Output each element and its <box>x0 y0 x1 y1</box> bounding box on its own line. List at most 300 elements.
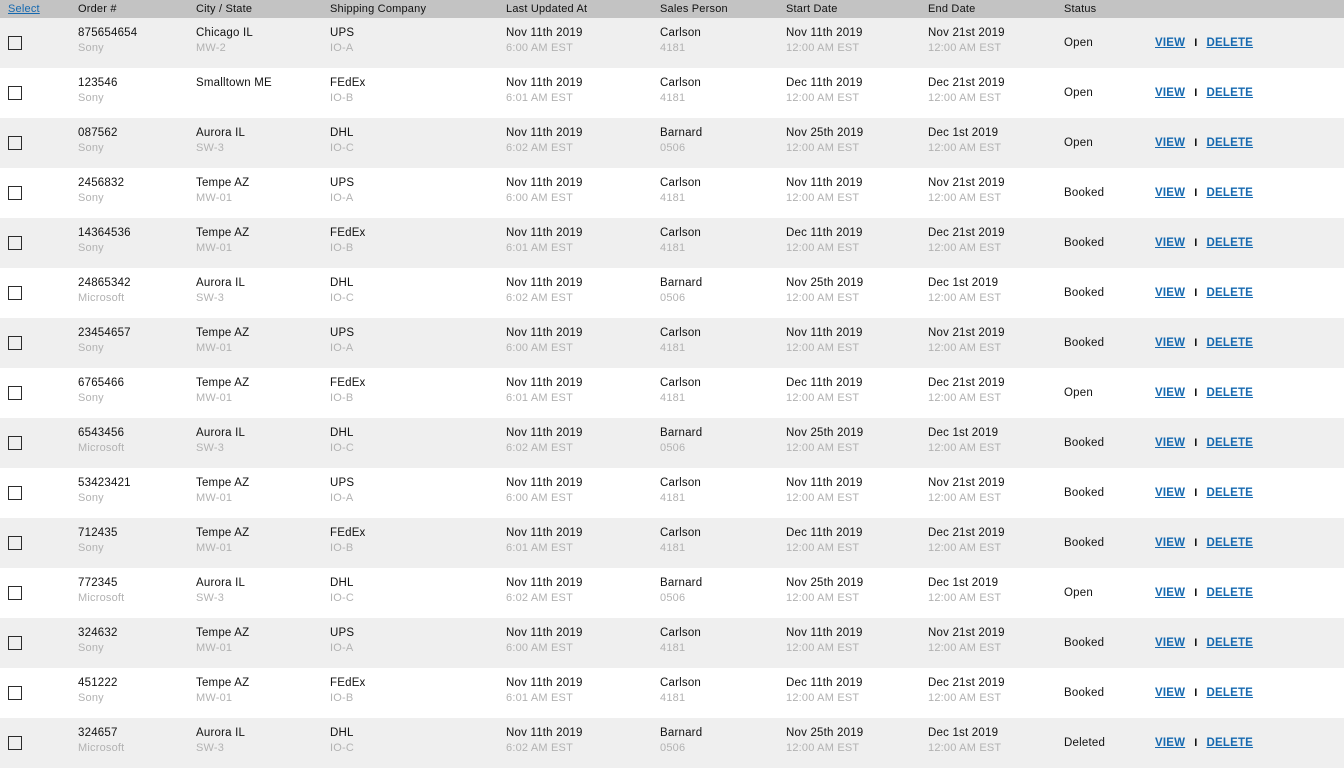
sales-person-id: 4181 <box>660 42 686 54</box>
updated-date: Nov 11th 2019 <box>506 677 583 689</box>
order-number: 53423421 <box>78 477 131 489</box>
city-state: Tempe AZ <box>196 227 250 239</box>
start-date: Dec 11th 2019 <box>786 377 863 389</box>
end-time: 12:00 AM EST <box>928 642 1002 654</box>
status-value: Booked <box>1064 337 1105 349</box>
order-number: 875654654 <box>78 27 138 39</box>
start-date: Nov 11th 2019 <box>786 627 863 639</box>
order-company: Sony <box>78 392 104 404</box>
start-date: Nov 11th 2019 <box>786 177 863 189</box>
start-time: 12:00 AM EST <box>786 242 860 254</box>
shipping-code: IO-C <box>330 442 355 454</box>
select-all-link[interactable]: Select <box>8 3 40 15</box>
shipping-code: IO-B <box>330 542 354 554</box>
sales-person-id: 0506 <box>660 292 686 304</box>
row-checkbox[interactable] <box>8 136 22 150</box>
shipping-company: UPS <box>330 477 355 489</box>
column-header-last-updated-at: Last Updated At <box>506 3 588 15</box>
order-company: Sony <box>78 142 104 154</box>
start-time: 12:00 AM EST <box>786 392 860 404</box>
delete-link[interactable]: DELETE <box>1206 237 1254 249</box>
view-link[interactable]: VIEW <box>1155 737 1186 749</box>
sales-person: Barnard <box>660 127 703 139</box>
shipping-code: IO-C <box>330 742 355 754</box>
shipping-code: IO-B <box>330 242 354 254</box>
action-separator: I <box>1194 187 1198 199</box>
updated-time: 6:02 AM EST <box>506 592 574 604</box>
updated-time: 6:02 AM EST <box>506 742 574 754</box>
view-link[interactable]: VIEW <box>1155 537 1186 549</box>
shipping-company: FEdEx <box>330 527 366 539</box>
action-separator: I <box>1194 387 1198 399</box>
sales-person-id: 4181 <box>660 642 686 654</box>
start-date: Dec 11th 2019 <box>786 77 863 89</box>
updated-date: Nov 11th 2019 <box>506 477 583 489</box>
table-row <box>0 518 1344 568</box>
status-value: Open <box>1064 587 1093 599</box>
status-value: Booked <box>1064 487 1105 499</box>
start-time: 12:00 AM EST <box>786 692 860 704</box>
shipping-company: UPS <box>330 327 355 339</box>
order-company: Sony <box>78 692 104 704</box>
shipping-company: FEdEx <box>330 227 366 239</box>
action-separator: I <box>1194 237 1198 249</box>
start-date: Nov 11th 2019 <box>786 327 863 339</box>
action-separator: I <box>1194 437 1198 449</box>
city-code: MW-01 <box>196 542 233 554</box>
action-separator: I <box>1194 737 1198 749</box>
order-company: Microsoft <box>78 442 125 454</box>
order-number: 451222 <box>78 677 118 689</box>
city-code: SW-3 <box>196 592 225 604</box>
sales-person: Carlson <box>660 227 702 239</box>
status-value: Booked <box>1064 187 1105 199</box>
view-link[interactable]: VIEW <box>1155 687 1186 699</box>
updated-date: Nov 11th 2019 <box>506 727 583 739</box>
shipping-code: IO-C <box>330 142 355 154</box>
end-date: Dec 21st 2019 <box>928 677 1005 689</box>
end-time: 12:00 AM EST <box>928 692 1002 704</box>
updated-date: Nov 11th 2019 <box>506 77 583 89</box>
table-row <box>0 618 1344 668</box>
shipping-code: IO-A <box>330 342 354 354</box>
end-time: 12:00 AM EST <box>928 342 1002 354</box>
order-company: Sony <box>78 492 104 504</box>
row-checkbox[interactable] <box>8 386 22 400</box>
view-link[interactable]: VIEW <box>1155 337 1186 349</box>
delete-link[interactable]: DELETE <box>1206 437 1254 449</box>
shipping-code: IO-A <box>330 642 354 654</box>
updated-time: 6:00 AM EST <box>506 642 574 654</box>
start-time: 12:00 AM EST <box>786 442 860 454</box>
city-code: MW-01 <box>196 492 233 504</box>
end-time: 12:00 AM EST <box>928 492 1002 504</box>
delete-link[interactable]: DELETE <box>1206 387 1254 399</box>
row-checkbox[interactable] <box>8 536 22 550</box>
sales-person-id: 4181 <box>660 192 686 204</box>
end-time: 12:00 AM EST <box>928 392 1002 404</box>
updated-date: Nov 11th 2019 <box>506 627 583 639</box>
start-time: 12:00 AM EST <box>786 342 860 354</box>
start-date: Nov 25th 2019 <box>786 727 864 739</box>
end-date: Dec 1st 2019 <box>928 577 999 589</box>
end-time: 12:00 AM EST <box>928 92 1002 104</box>
table-row <box>0 568 1344 618</box>
order-company: Sony <box>78 642 104 654</box>
row-checkbox[interactable] <box>8 336 22 350</box>
start-date: Nov 25th 2019 <box>786 427 864 439</box>
updated-date: Nov 11th 2019 <box>506 127 583 139</box>
view-link[interactable]: VIEW <box>1155 87 1186 99</box>
action-separator: I <box>1194 487 1198 499</box>
order-number: 6765466 <box>78 377 125 389</box>
row-checkbox[interactable] <box>8 86 22 100</box>
updated-time: 6:00 AM EST <box>506 192 574 204</box>
updated-date: Nov 11th 2019 <box>506 377 583 389</box>
start-date: Nov 25th 2019 <box>786 577 864 589</box>
view-link[interactable]: VIEW <box>1155 587 1186 599</box>
table-row <box>0 418 1344 468</box>
delete-link[interactable]: DELETE <box>1206 287 1254 299</box>
sales-person-id: 4181 <box>660 392 686 404</box>
end-time: 12:00 AM EST <box>928 292 1002 304</box>
shipping-company: DHL <box>330 127 354 139</box>
sales-person-id: 0506 <box>660 442 686 454</box>
sales-person-id: 4181 <box>660 492 686 504</box>
table-header <box>0 0 1344 18</box>
sales-person: Carlson <box>660 627 702 639</box>
updated-time: 6:00 AM EST <box>506 42 574 54</box>
updated-time: 6:01 AM EST <box>506 242 574 254</box>
column-header-status: Status <box>1064 3 1097 15</box>
city-state: Aurora IL <box>196 577 246 589</box>
shipping-code: IO-A <box>330 192 354 204</box>
table-body <box>0 18 1344 768</box>
sales-person: Carlson <box>660 177 702 189</box>
start-time: 12:00 AM EST <box>786 192 860 204</box>
city-code: MW-01 <box>196 692 233 704</box>
sales-person: Barnard <box>660 727 703 739</box>
start-date: Nov 25th 2019 <box>786 127 864 139</box>
table-row <box>0 168 1344 218</box>
city-state: Tempe AZ <box>196 677 250 689</box>
end-time: 12:00 AM EST <box>928 192 1002 204</box>
start-date: Nov 11th 2019 <box>786 477 863 489</box>
table-row <box>0 18 1344 68</box>
order-company: Microsoft <box>78 592 125 604</box>
order-company: Microsoft <box>78 742 125 754</box>
city-state: Tempe AZ <box>196 177 250 189</box>
order-company: Sony <box>78 542 104 554</box>
view-link[interactable]: VIEW <box>1155 187 1186 199</box>
view-link[interactable]: VIEW <box>1155 387 1186 399</box>
city-state: Tempe AZ <box>196 477 250 489</box>
action-separator: I <box>1194 37 1198 49</box>
sales-person: Carlson <box>660 527 702 539</box>
order-number: 324632 <box>78 627 118 639</box>
updated-date: Nov 11th 2019 <box>506 577 583 589</box>
shipping-company: DHL <box>330 277 354 289</box>
order-number: 24865342 <box>78 277 131 289</box>
sales-person: Carlson <box>660 327 702 339</box>
row-checkbox[interactable] <box>8 436 22 450</box>
table-row <box>0 368 1344 418</box>
delete-link[interactable]: DELETE <box>1206 87 1254 99</box>
sales-person-id: 4181 <box>660 242 686 254</box>
sales-person: Carlson <box>660 27 702 39</box>
updated-time: 6:02 AM EST <box>506 292 574 304</box>
city-state: Aurora IL <box>196 277 246 289</box>
updated-time: 6:01 AM EST <box>506 92 574 104</box>
shipping-code: IO-B <box>330 692 354 704</box>
order-company: Sony <box>78 342 104 354</box>
order-company: Sony <box>78 92 104 104</box>
start-date: Dec 11th 2019 <box>786 527 863 539</box>
start-time: 12:00 AM EST <box>786 142 860 154</box>
shipping-company: FEdEx <box>330 77 366 89</box>
sales-person-id: 0506 <box>660 742 686 754</box>
end-time: 12:00 AM EST <box>928 542 1002 554</box>
updated-date: Nov 11th 2019 <box>506 27 583 39</box>
action-separator: I <box>1194 137 1198 149</box>
updated-time: 6:00 AM EST <box>506 342 574 354</box>
city-code: SW-3 <box>196 142 225 154</box>
delete-link[interactable]: DELETE <box>1206 587 1254 599</box>
table-row <box>0 718 1344 768</box>
start-time: 12:00 AM EST <box>786 542 860 554</box>
status-value: Open <box>1064 87 1093 99</box>
action-separator: I <box>1194 287 1198 299</box>
updated-time: 6:01 AM EST <box>506 692 574 704</box>
end-date: Dec 21st 2019 <box>928 377 1005 389</box>
status-value: Booked <box>1064 537 1105 549</box>
shipping-code: IO-B <box>330 92 354 104</box>
city-code: MW-2 <box>196 42 226 54</box>
status-value: Booked <box>1064 687 1105 699</box>
column-header-shipping-company: Shipping Company <box>330 3 427 15</box>
city-state: Tempe AZ <box>196 377 250 389</box>
order-company: Sony <box>78 192 104 204</box>
table-row <box>0 218 1344 268</box>
column-header-city-state: City / State <box>196 3 253 15</box>
city-state: Smalltown ME <box>196 77 272 89</box>
view-link[interactable]: VIEW <box>1155 137 1186 149</box>
city-code: MW-01 <box>196 642 233 654</box>
view-link[interactable]: VIEW <box>1155 487 1186 499</box>
shipping-company: DHL <box>330 427 354 439</box>
sales-person-id: 4181 <box>660 692 686 704</box>
order-number: 712435 <box>78 527 118 539</box>
shipping-company: DHL <box>330 577 354 589</box>
view-link[interactable]: VIEW <box>1155 637 1186 649</box>
order-number: 6543456 <box>78 427 125 439</box>
city-code: MW-01 <box>196 242 233 254</box>
city-code: SW-3 <box>196 292 225 304</box>
sales-person-id: 4181 <box>660 542 686 554</box>
row-checkbox[interactable] <box>8 36 22 50</box>
delete-link[interactable]: DELETE <box>1206 37 1254 49</box>
end-time: 12:00 AM EST <box>928 742 1002 754</box>
city-state: Aurora IL <box>196 727 246 739</box>
start-time: 12:00 AM EST <box>786 92 860 104</box>
start-time: 12:00 AM EST <box>786 42 860 54</box>
order-number: 123546 <box>78 77 118 89</box>
shipping-company: UPS <box>330 27 355 39</box>
row-checkbox[interactable] <box>8 286 22 300</box>
action-separator: I <box>1194 537 1198 549</box>
sales-person: Barnard <box>660 277 703 289</box>
end-date: Dec 21st 2019 <box>928 527 1005 539</box>
order-number: 2456832 <box>78 177 125 189</box>
start-date: Nov 11th 2019 <box>786 27 863 39</box>
shipping-code: IO-C <box>330 592 355 604</box>
action-separator: I <box>1194 87 1198 99</box>
city-state: Aurora IL <box>196 427 246 439</box>
delete-link[interactable]: DELETE <box>1206 337 1254 349</box>
shipping-code: IO-B <box>330 392 354 404</box>
updated-time: 6:01 AM EST <box>506 392 574 404</box>
delete-link[interactable]: DELETE <box>1206 137 1254 149</box>
row-checkbox[interactable] <box>8 686 22 700</box>
end-date: Nov 21st 2019 <box>928 477 1005 489</box>
updated-date: Nov 11th 2019 <box>506 427 583 439</box>
row-checkbox[interactable] <box>8 736 22 750</box>
shipping-code: IO-A <box>330 492 354 504</box>
sales-person: Barnard <box>660 427 703 439</box>
sales-person: Barnard <box>660 577 703 589</box>
row-checkbox[interactable] <box>8 186 22 200</box>
end-date: Nov 21st 2019 <box>928 627 1005 639</box>
row-checkbox[interactable] <box>8 486 22 500</box>
column-header-sales-person: Sales Person <box>660 3 728 15</box>
order-number: 324657 <box>78 727 118 739</box>
shipping-company: DHL <box>330 727 354 739</box>
end-date: Dec 21st 2019 <box>928 227 1005 239</box>
city-code: SW-3 <box>196 742 225 754</box>
shipping-code: IO-C <box>330 292 355 304</box>
delete-link[interactable]: DELETE <box>1206 487 1254 499</box>
view-link[interactable]: VIEW <box>1155 287 1186 299</box>
shipping-company: FEdEx <box>330 677 366 689</box>
row-checkbox[interactable] <box>8 236 22 250</box>
order-company: Microsoft <box>78 292 125 304</box>
end-time: 12:00 AM EST <box>928 592 1002 604</box>
end-date: Nov 21st 2019 <box>928 327 1005 339</box>
updated-date: Nov 11th 2019 <box>506 227 583 239</box>
action-separator: I <box>1194 587 1198 599</box>
sales-person: Carlson <box>660 677 702 689</box>
end-time: 12:00 AM EST <box>928 242 1002 254</box>
updated-date: Nov 11th 2019 <box>506 177 583 189</box>
end-date: Dec 1st 2019 <box>928 277 999 289</box>
city-state: Tempe AZ <box>196 527 250 539</box>
action-separator: I <box>1194 637 1198 649</box>
end-date: Nov 21st 2019 <box>928 177 1005 189</box>
end-time: 12:00 AM EST <box>928 142 1002 154</box>
view-link[interactable]: VIEW <box>1155 237 1186 249</box>
sales-person-id: 0506 <box>660 592 686 604</box>
row-checkbox[interactable] <box>8 586 22 600</box>
sales-person-id: 4181 <box>660 92 686 104</box>
table-row <box>0 468 1344 518</box>
city-state: Tempe AZ <box>196 627 250 639</box>
start-date: Dec 11th 2019 <box>786 677 863 689</box>
shipping-code: IO-A <box>330 42 354 54</box>
start-date: Dec 11th 2019 <box>786 227 863 239</box>
shipping-company: UPS <box>330 177 355 189</box>
order-number: 23454657 <box>78 327 131 339</box>
updated-time: 6:02 AM EST <box>506 142 574 154</box>
sales-person-id: 0506 <box>660 142 686 154</box>
start-time: 12:00 AM EST <box>786 492 860 504</box>
column-header-start-date: Start Date <box>786 3 838 15</box>
end-date: Dec 1st 2019 <box>928 427 999 439</box>
delete-link[interactable]: DELETE <box>1206 687 1254 699</box>
order-company: Sony <box>78 42 104 54</box>
delete-link[interactable]: DELETE <box>1206 737 1254 749</box>
updated-date: Nov 11th 2019 <box>506 527 583 539</box>
status-value: Booked <box>1064 437 1105 449</box>
status-value: Open <box>1064 387 1093 399</box>
sales-person: Carlson <box>660 377 702 389</box>
start-time: 12:00 AM EST <box>786 592 860 604</box>
end-date: Nov 21st 2019 <box>928 27 1005 39</box>
city-code: SW-3 <box>196 442 225 454</box>
action-separator: I <box>1194 687 1198 699</box>
start-time: 12:00 AM EST <box>786 292 860 304</box>
order-number: 087562 <box>78 127 118 139</box>
updated-date: Nov 11th 2019 <box>506 277 583 289</box>
order-company: Sony <box>78 242 104 254</box>
status-value: Open <box>1064 37 1093 49</box>
end-time: 12:00 AM EST <box>928 442 1002 454</box>
action-separator: I <box>1194 337 1198 349</box>
start-date: Nov 25th 2019 <box>786 277 864 289</box>
updated-time: 6:01 AM EST <box>506 542 574 554</box>
city-state: Chicago IL <box>196 27 253 39</box>
updated-time: 6:00 AM EST <box>506 492 574 504</box>
end-date: Dec 1st 2019 <box>928 727 999 739</box>
end-time: 12:00 AM EST <box>928 42 1002 54</box>
delete-link[interactable]: DELETE <box>1206 537 1254 549</box>
city-state: Tempe AZ <box>196 327 250 339</box>
status-value: Deleted <box>1064 737 1106 749</box>
shipping-company: UPS <box>330 627 355 639</box>
view-link[interactable]: VIEW <box>1155 437 1186 449</box>
updated-date: Nov 11th 2019 <box>506 327 583 339</box>
column-header-end-date: End Date <box>928 3 976 15</box>
start-time: 12:00 AM EST <box>786 742 860 754</box>
order-number: 14364536 <box>78 227 131 239</box>
table-row <box>0 668 1344 718</box>
status-value: Booked <box>1064 287 1105 299</box>
delete-link[interactable]: DELETE <box>1206 637 1254 649</box>
order-number: 772345 <box>78 577 118 589</box>
sales-person: Carlson <box>660 477 702 489</box>
city-state: Aurora IL <box>196 127 246 139</box>
delete-link[interactable]: DELETE <box>1206 187 1254 199</box>
city-code: MW-01 <box>196 342 233 354</box>
status-value: Open <box>1064 137 1093 149</box>
table-row <box>0 268 1344 318</box>
table-row <box>0 68 1344 118</box>
updated-time: 6:02 AM EST <box>506 442 574 454</box>
end-date: Dec 21st 2019 <box>928 77 1005 89</box>
row-checkbox[interactable] <box>8 636 22 650</box>
city-code: MW-01 <box>196 392 233 404</box>
view-link[interactable]: VIEW <box>1155 37 1186 49</box>
start-time: 12:00 AM EST <box>786 642 860 654</box>
